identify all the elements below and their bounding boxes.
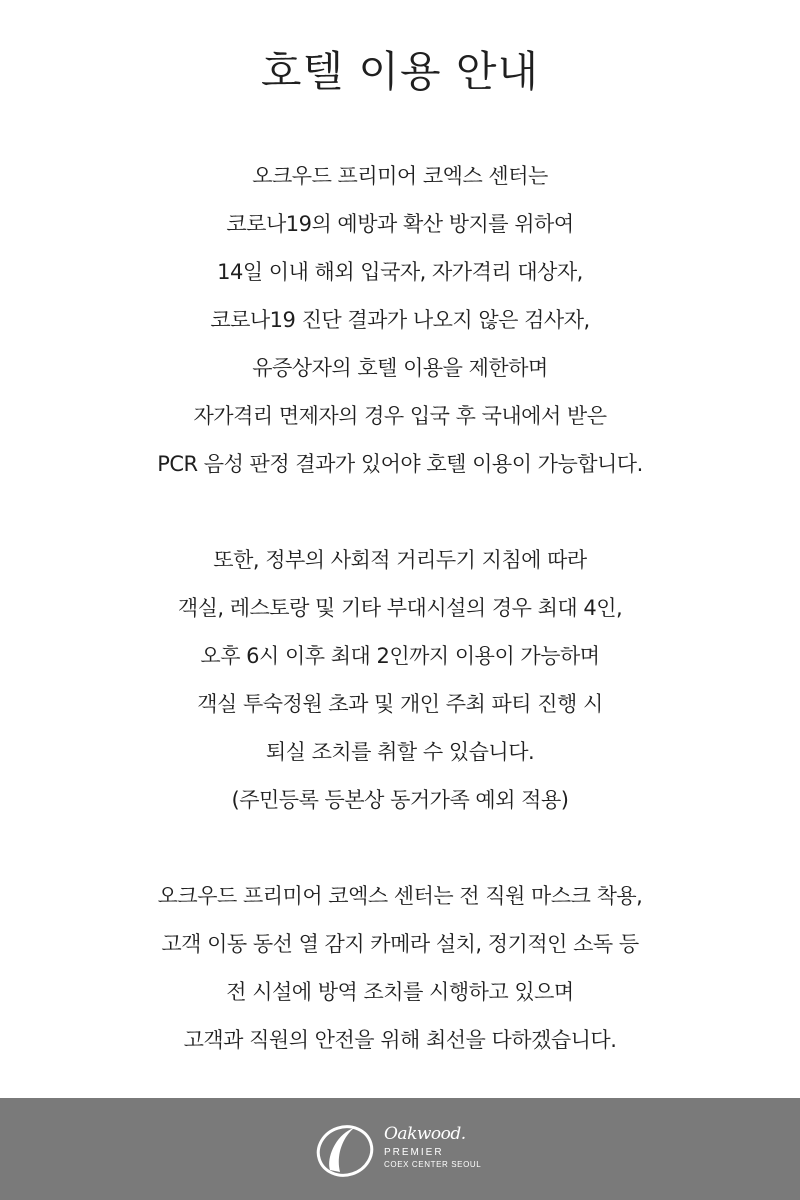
text-line: 코로나19의 예방과 확산 방지를 위하여 bbox=[226, 212, 574, 236]
text-line: 고객과 직원의 안전을 위해 최선을 다하겠습니다. bbox=[183, 1028, 617, 1052]
text-line: 고객 이동 동선 열 감지 카메라 설치, 정기적인 소독 등 bbox=[161, 932, 639, 956]
page-title: 호텔 이용 안내 bbox=[260, 47, 540, 96]
text-line: 오크우드 프리미어 코엑스 센터는 bbox=[252, 164, 548, 188]
text-line: 퇴실 조치를 취할 수 있습니다. bbox=[265, 740, 535, 764]
text-line: 14일 이내 해외 입국자, 자가격리 대상자, bbox=[217, 260, 583, 284]
text-line: 오후 6시 이후 최대 2인까지 이용이 가능하며 bbox=[200, 644, 600, 668]
notice-paragraph-safety bbox=[0, 872, 800, 1064]
notice-paragraph-distancing bbox=[0, 536, 800, 824]
text-line: 코로나19 진단 결과가 나오지 않은 검사자, bbox=[210, 308, 590, 332]
logo-premier: PREMIER bbox=[384, 1147, 444, 1158]
text-line: 또한, 정부의 사회적 거리두기 지침에 따라 bbox=[213, 548, 587, 572]
oakwood-logo bbox=[312, 1120, 492, 1180]
text-line: 객실, 레스토랑 및 기타 부대시설의 경우 최대 4인, bbox=[177, 596, 623, 620]
text-line: 유증상자의 호텔 이용을 제한하며 bbox=[252, 356, 548, 380]
text-line: PCR 음성 판정 결과가 있어야 호텔 이용이 가능합니다. bbox=[157, 452, 643, 476]
logo-subtitle: COEX CENTER SEOUL bbox=[384, 1160, 482, 1169]
notice-paragraph-restrictions bbox=[0, 152, 800, 488]
logo-name: Oakwood. bbox=[384, 1124, 466, 1144]
text-line: (주민등록 등본상 동거가족 예외 적용) bbox=[231, 788, 569, 812]
text-line: 전 시설에 방역 조치를 시행하고 있으며 bbox=[226, 980, 574, 1004]
text-line: 자가격리 면제자의 경우 입국 후 국내에서 받은 bbox=[193, 404, 607, 428]
footer-bar bbox=[0, 1098, 800, 1200]
text-line: 오크우드 프리미어 코엑스 센터는 전 직원 마스크 착용, bbox=[157, 884, 643, 908]
oakwood-o-mark-icon bbox=[312, 1120, 382, 1180]
text-line: 객실 투숙정원 초과 및 개인 주최 파티 진행 시 bbox=[197, 692, 603, 716]
